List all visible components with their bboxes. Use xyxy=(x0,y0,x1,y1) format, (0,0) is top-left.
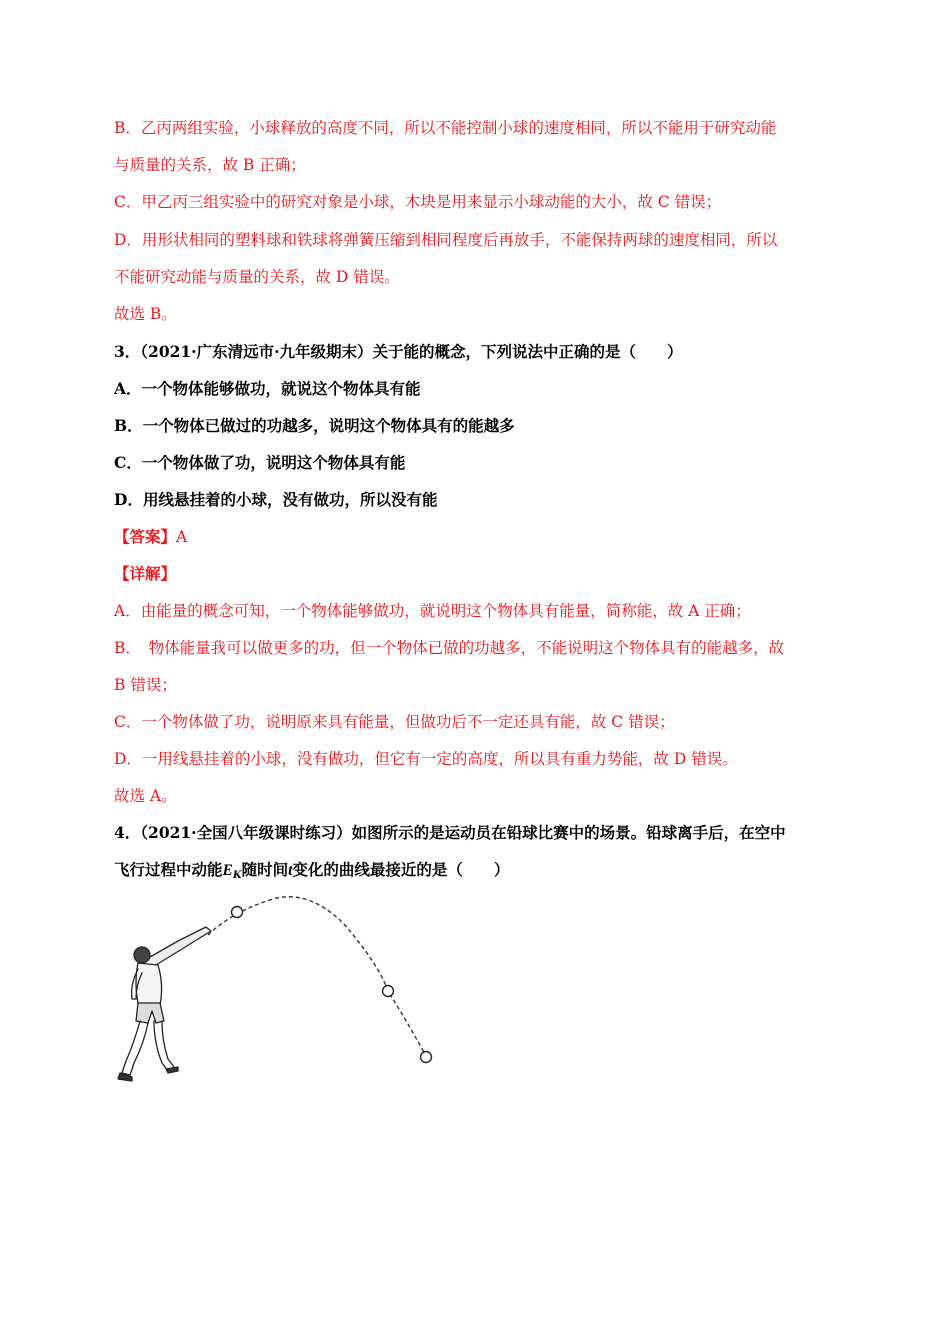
energy-symbol: E xyxy=(222,862,233,879)
q3-detail-b-line2: B 错误； xyxy=(114,676,177,694)
shot-put-athlete-illustration xyxy=(108,893,448,1083)
detail-label: 【详解】 xyxy=(114,564,177,583)
ball-position-1 xyxy=(232,907,243,918)
q4-stem-part-c: 变化的曲线最接近的是（ ） xyxy=(292,860,510,879)
q2-detail-d-line1: D．用形状相同的塑料球和铁球将弹簧压缩到相同程度后再放手，不能保持两球的速度相同，所以 xyxy=(114,231,778,249)
time-symbol: t xyxy=(288,862,293,879)
q3-option-c: C．一个物体做了功，说明这个物体具有能 xyxy=(114,453,406,472)
ball-position-3 xyxy=(421,1052,432,1063)
athlete-figure xyxy=(118,927,211,1081)
answer-value: A xyxy=(176,528,188,546)
q2-choose: 故选 B。 xyxy=(114,305,177,323)
q3-option-d: D．用线悬挂着的小球，没有做功，所以没有能 xyxy=(114,490,438,509)
q3-option-b: B．一个物体已做过的功越多，说明这个物体具有的能越多 xyxy=(114,416,515,435)
q3-answer-row xyxy=(114,526,844,548)
answer-label: 【答案】 xyxy=(114,527,177,546)
q2-detail-c-line: C．甲乙丙三组实验中的研究对象是小球，木块是用来显示小球动能的大小，故 C 错误； xyxy=(114,193,722,211)
q3-detail-c-line: C．一个物体做了功，说明原来具有能量，但做功后不一定还具有能，故 C 错误； xyxy=(114,713,675,731)
q2-detail-b-line1: B．乙丙两组实验，小球释放的高度不同，所以不能控制小球的速度相同，所以不能用于研究动能 xyxy=(114,119,777,137)
q3-detail-b-line1: B． 物体能量我可以做更多的功，但一个物体已做的功越多，不能说明这个物体具有的能越多，故 xyxy=(114,639,785,657)
q3-stem: 3．（2021·广东清远市·九年级期末）关于能的概念，下列说法中正确的是（ ） xyxy=(114,342,683,361)
q3-detail-d-line: D．一用线悬挂着的小球，没有做功，但它有一定的高度，所以具有重力势能，故 D 错误。 xyxy=(114,750,738,768)
ball-position-2 xyxy=(383,986,394,997)
q3-choose: 故选 A。 xyxy=(114,787,177,805)
q4-stem-part-b: 随时间 xyxy=(241,860,289,879)
q3-option-a: A．一个物体能够做功，就说这个物体具有能 xyxy=(114,379,421,398)
q3-detail-a-line: A．由能量的概念可知，一个物体能够做功，就说明这个物体具有能量，简称能，故 A 正确； xyxy=(114,602,751,620)
q4-stem-part-a: 飞行过程中动能 xyxy=(114,860,223,879)
q4-stem-line1: 4．（2021·全国八年级课时练习）如图所示的是运动员在铅球比赛中的场景。铅球离手后，在空中 xyxy=(114,823,786,842)
energy-subscript: K xyxy=(232,870,242,881)
q2-detail-b-line2: 与质量的关系，故 B 正确； xyxy=(114,156,306,174)
q4-stem-line2 xyxy=(114,859,844,887)
trajectory-path xyxy=(208,897,426,1056)
q2-detail-d-line2: 不能研究动能与质量的关系，故 D 错误。 xyxy=(114,268,400,286)
